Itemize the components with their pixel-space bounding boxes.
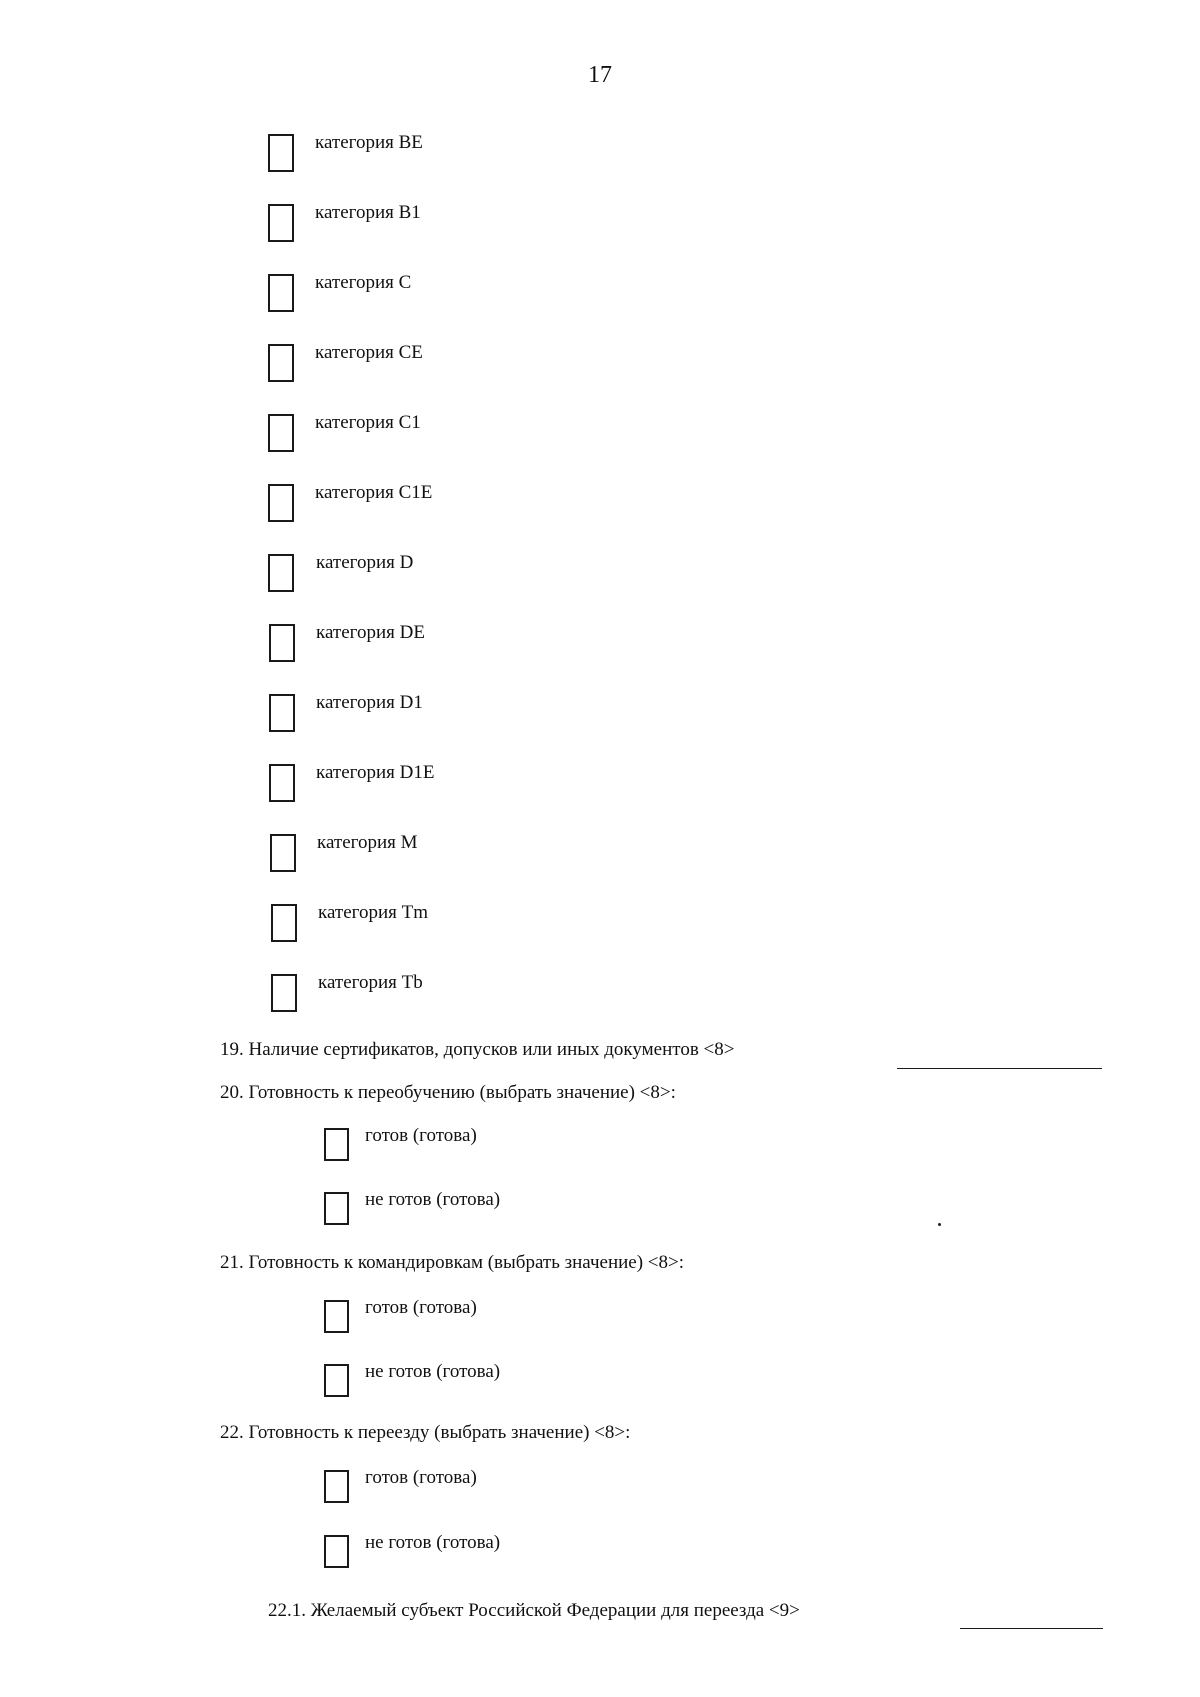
item-22-not-ready-label: не готов (готова) xyxy=(365,1532,501,1553)
category-d1e-checkbox[interactable] xyxy=(269,764,295,802)
item-22-1-desired-region: 22.1. Желаемый субъект Российской Федерации для переезда <9> xyxy=(268,1600,800,1621)
category-ce-label: категория CE xyxy=(315,342,423,363)
item-20-not-ready-checkbox[interactable] xyxy=(324,1192,349,1225)
category-tb-checkbox[interactable] xyxy=(271,974,297,1012)
category-de-checkbox[interactable] xyxy=(269,624,295,662)
category-d1-label: категория D1 xyxy=(316,692,423,713)
item-20-not-ready-label: не готов (готова) xyxy=(365,1189,501,1210)
page-number: 17 xyxy=(588,62,612,88)
category-b1-checkbox[interactable] xyxy=(268,204,294,242)
item-22-ready-label: готов (готова) xyxy=(365,1467,477,1488)
item-21-ready-checkbox[interactable] xyxy=(324,1300,349,1333)
category-tb-label: категория Tb xyxy=(318,972,423,993)
category-c-label: категория C xyxy=(315,272,412,293)
category-be-checkbox[interactable] xyxy=(268,134,294,172)
category-de-label: категория DE xyxy=(316,622,425,643)
item-21-business-trips: 21. Готовность к командировкам (выбрать значение) <8>: xyxy=(220,1252,684,1273)
item-20-ready-checkbox[interactable] xyxy=(324,1128,349,1161)
item-21-ready-label: готов (готова) xyxy=(365,1297,477,1318)
item-19-answer-line[interactable] xyxy=(897,1068,1102,1069)
item-22-relocation: 22. Готовность к переезду (выбрать значение) <8>: xyxy=(220,1422,631,1443)
category-m-checkbox[interactable] xyxy=(270,834,296,872)
category-m-label: категория M xyxy=(317,832,418,853)
item-22-1-answer-line[interactable] xyxy=(960,1628,1103,1629)
category-ce-checkbox[interactable] xyxy=(268,344,294,382)
category-d-checkbox[interactable] xyxy=(268,554,294,592)
item-20-retraining: 20. Готовность к переобучению (выбрать значение) <8>: xyxy=(220,1082,676,1103)
item-21-not-ready-label: не готов (готова) xyxy=(365,1361,501,1382)
category-c1e-checkbox[interactable] xyxy=(268,484,294,522)
category-d-label: категория D xyxy=(316,552,414,573)
category-c1e-label: категория C1E xyxy=(315,482,433,503)
category-b1-label: категория B1 xyxy=(315,202,421,223)
category-d1-checkbox[interactable] xyxy=(269,694,295,732)
category-c1-label: категория C1 xyxy=(315,412,421,433)
item-22-ready-checkbox[interactable] xyxy=(324,1470,349,1503)
category-c1-checkbox[interactable] xyxy=(268,414,294,452)
item-19-certificates: 19. Наличие сертификатов, допусков или иных документов <8> xyxy=(220,1039,735,1060)
item-22-not-ready-checkbox[interactable] xyxy=(324,1535,349,1568)
category-be-label: категория BE xyxy=(315,132,423,153)
scan-speck xyxy=(938,1223,941,1226)
category-tm-checkbox[interactable] xyxy=(271,904,297,942)
category-d1e-label: категория D1E xyxy=(316,762,435,783)
category-tm-label: категория Tm xyxy=(318,902,428,923)
category-c-checkbox[interactable] xyxy=(268,274,294,312)
item-21-not-ready-checkbox[interactable] xyxy=(324,1364,349,1397)
item-20-ready-label: готов (готова) xyxy=(365,1125,477,1146)
